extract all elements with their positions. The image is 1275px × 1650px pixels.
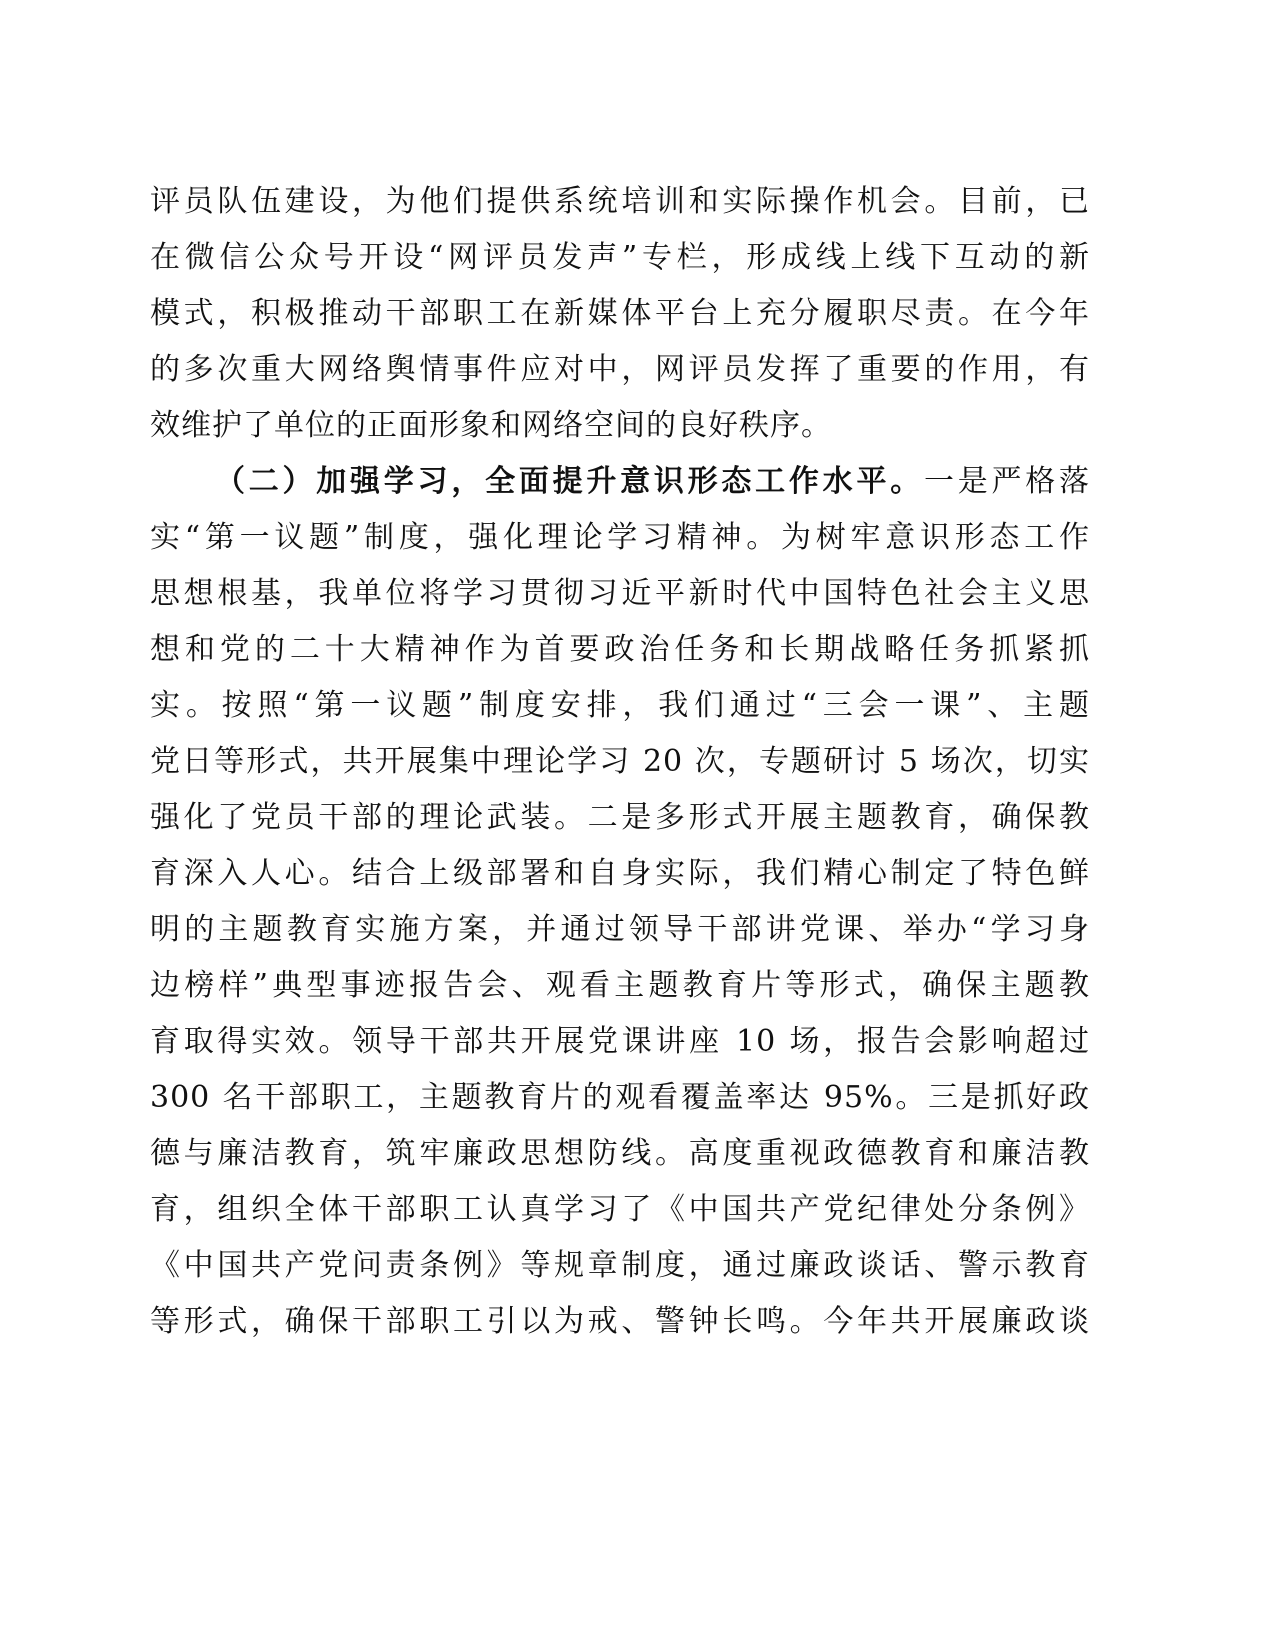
text-line-13: 育深入人心。结合上级部署和自身实际，我们精心制定了特色鲜 <box>150 856 1090 891</box>
text-line-16: 育取得实效。领导干部共开展党课讲座 10 场，报告会影响超过 <box>150 1024 1090 1059</box>
text-line-12: 强化了党员干部的理论武装。二是多形式开展主题教育，确保教 <box>150 800 1090 835</box>
text-line-10: 实。按照“第一议题”制度安排，我们通过“三会一课”、主题 <box>150 688 1090 723</box>
text-line-19: 育，组织全体干部职工认真学习了《中国共产党纪律处分条例》 <box>150 1192 1090 1227</box>
section-heading: （二）加强学习，全面提升意识形态工作水平。 <box>215 464 924 499</box>
text-line-7: 实“第一议题”制度，强化理论学习精神。为树牢意识形态工作 <box>150 520 1090 555</box>
text-line-11: 党日等形式，共开展集中理论学习 20 次，专题研讨 5 场次，切实 <box>150 744 1090 779</box>
text-line-20: 《中国共产党问责条例》等规章制度，通过廉政谈话、警示教育 <box>150 1248 1090 1283</box>
text-line-9: 想和党的二十大精神作为首要政治任务和长期战略任务抓紧抓 <box>150 632 1090 667</box>
section-heading-line <box>215 453 1090 511</box>
heading-line-tail: 一是严格落 <box>923 464 1091 499</box>
text-line-1: 评员队伍建设，为他们提供系统培训和实际操作机会。目前，已 <box>150 184 1090 219</box>
text-line-21: 等形式，确保干部职工引以为戒、警钟长鸣。今年共开展廉政谈 <box>150 1304 1090 1339</box>
text-line-15: 边榜样”典型事迹报告会、观看主题教育片等形式，确保主题教 <box>150 968 1090 1003</box>
text-line-8: 思想根基，我单位将学习贯彻习近平新时代中国特色社会主义思 <box>150 576 1090 611</box>
text-line-4: 的多次重大网络舆情事件应对中，网评员发挥了重要的作用，有 <box>150 352 1090 387</box>
text-line-2: 在微信公众号开设“网评员发声”专栏，形成线上线下互动的新 <box>150 240 1090 275</box>
text-line-18: 德与廉洁教育，筑牢廉政思想防线。高度重视政德教育和廉洁教 <box>150 1136 1090 1171</box>
text-line-3: 模式，积极推动干部职工在新媒体平台上充分履职尽责。在今年 <box>150 296 1090 331</box>
text-line-5: 效维护了单位的正面形象和网络空间的良好秩序。 <box>150 408 832 443</box>
text-line-14: 明的主题教育实施方案，并通过领导干部讲党课、举办“学习身 <box>150 912 1090 947</box>
text-line-17: 300 名干部职工，主题教育片的观看覆盖率达 95%。三是抓好政 <box>150 1080 1090 1115</box>
